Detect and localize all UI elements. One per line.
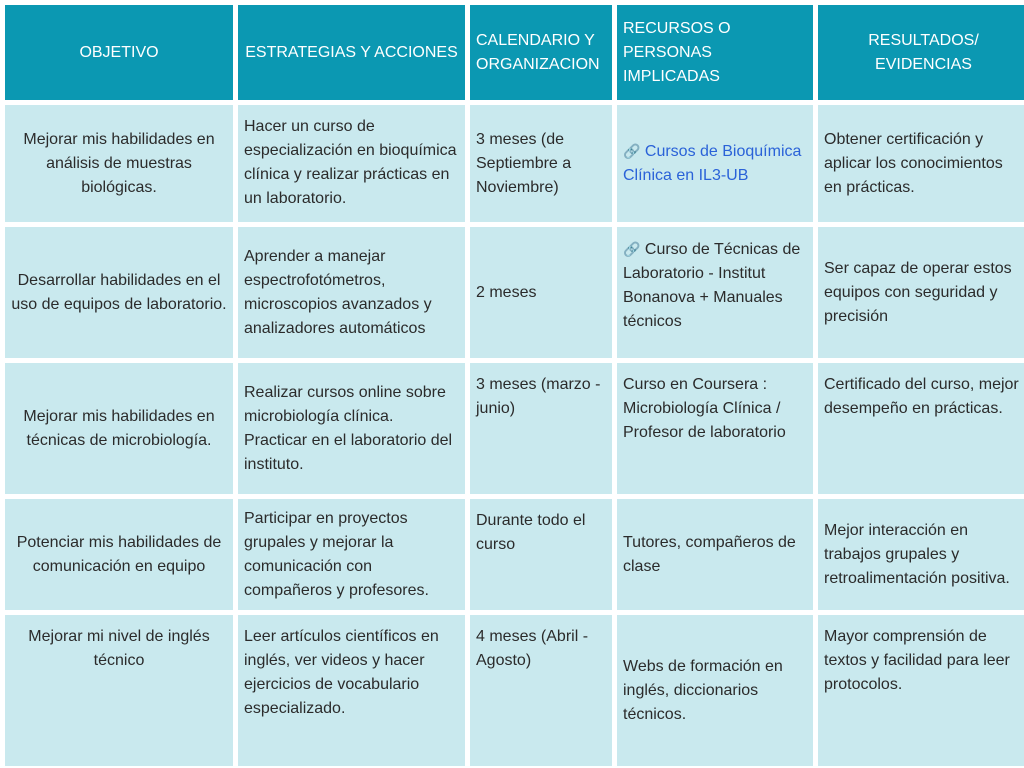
row-5-calendario: 4 meses (Abril - Agosto) bbox=[470, 615, 612, 766]
row-4-estrategias: Participar en proyectos grupales y mejorar la comunicación con compañeros y profesores. bbox=[238, 499, 465, 610]
bioquimica-course-link[interactable]: Cursos de Bioquímica Clínica en IL3-UB bbox=[623, 143, 802, 184]
header-resultados: RESULTADOS/ EVIDENCIAS bbox=[818, 5, 1024, 100]
row-4-recursos: Tutores, compañeros de clase bbox=[617, 499, 813, 610]
header-estrategias: ESTRATEGIAS Y ACCIONES bbox=[238, 5, 465, 100]
row-4-calendario: Durante todo el curso bbox=[470, 499, 612, 610]
header-objetivo: OBJETIVO bbox=[5, 5, 233, 100]
row-5-objetivo: Mejorar mi nivel de inglés técnico bbox=[5, 615, 233, 766]
row-2-resultados: Ser capaz de operar estos equipos con seguridad y precisión bbox=[818, 227, 1024, 358]
row-5-estrategias: Leer artículos científicos en inglés, ver videos y hacer ejercicios de vocabulario especializado. bbox=[238, 615, 465, 766]
row-1-objetivo: Mejorar mis habilidades en análisis de muestras biológicas. bbox=[5, 105, 233, 222]
row-3-objetivo: Mejorar mis habilidades en técnicas de microbiología. bbox=[5, 363, 233, 494]
header-calendario: CALENDARIO Y ORGANIZACION bbox=[470, 5, 612, 100]
row-5-recursos: Webs de formación en inglés, diccionarios técnicos. bbox=[617, 615, 813, 766]
row-4-objetivo: Potenciar mis habilidades de comunicación en equipo bbox=[5, 499, 233, 610]
row-2-recursos bbox=[617, 227, 813, 358]
row-2-objetivo: Desarrollar habilidades en el uso de equipos de laboratorio. bbox=[5, 227, 233, 358]
row-3-estrategias: Realizar cursos online sobre microbiología clínica. Practicar en el laboratorio del instituto. bbox=[238, 363, 465, 494]
row-1-resultados: Obtener certificación y aplicar los conocimientos en prácticas. bbox=[818, 105, 1024, 222]
link-chain-icon: 🔗 bbox=[623, 143, 641, 159]
row-5-resultados: Mayor comprensión de textos y facilidad para leer protocolos. bbox=[818, 615, 1024, 766]
row-2-estrategias: Aprender a manejar espectrofotómetros, microscopios avanzados y analizadores automáticos bbox=[238, 227, 465, 358]
row-3-calendario: 3 meses (marzo - junio) bbox=[470, 363, 612, 494]
row-3-resultados: Certificado del curso, mejor desempeño en prácticas. bbox=[818, 363, 1024, 494]
row-2-calendario: 2 meses bbox=[470, 227, 612, 358]
row-1-calendario: 3 meses (de Septiembre a Noviembre) bbox=[470, 105, 612, 222]
row-4-resultados: Mejor interacción en trabajos grupales y retroalimentación positiva. bbox=[818, 499, 1024, 610]
tecnicas-course-link[interactable]: Curso de Técnicas de Laboratorio - Institut Bonanova + Manuales técnicos bbox=[623, 241, 801, 330]
header-recursos: RECURSOS O PERSONAS IMPLICADAS bbox=[617, 5, 813, 100]
row-1-estrategias: Hacer un curso de especialización en bioquímica clínica y realizar prácticas en un laboratorio. bbox=[238, 105, 465, 222]
row-1-recursos bbox=[617, 105, 813, 222]
row-3-recursos: Curso en Coursera : Microbiología Clínica / Profesor de laboratorio bbox=[617, 363, 813, 494]
link-chain-icon: 🔗 bbox=[623, 241, 641, 257]
